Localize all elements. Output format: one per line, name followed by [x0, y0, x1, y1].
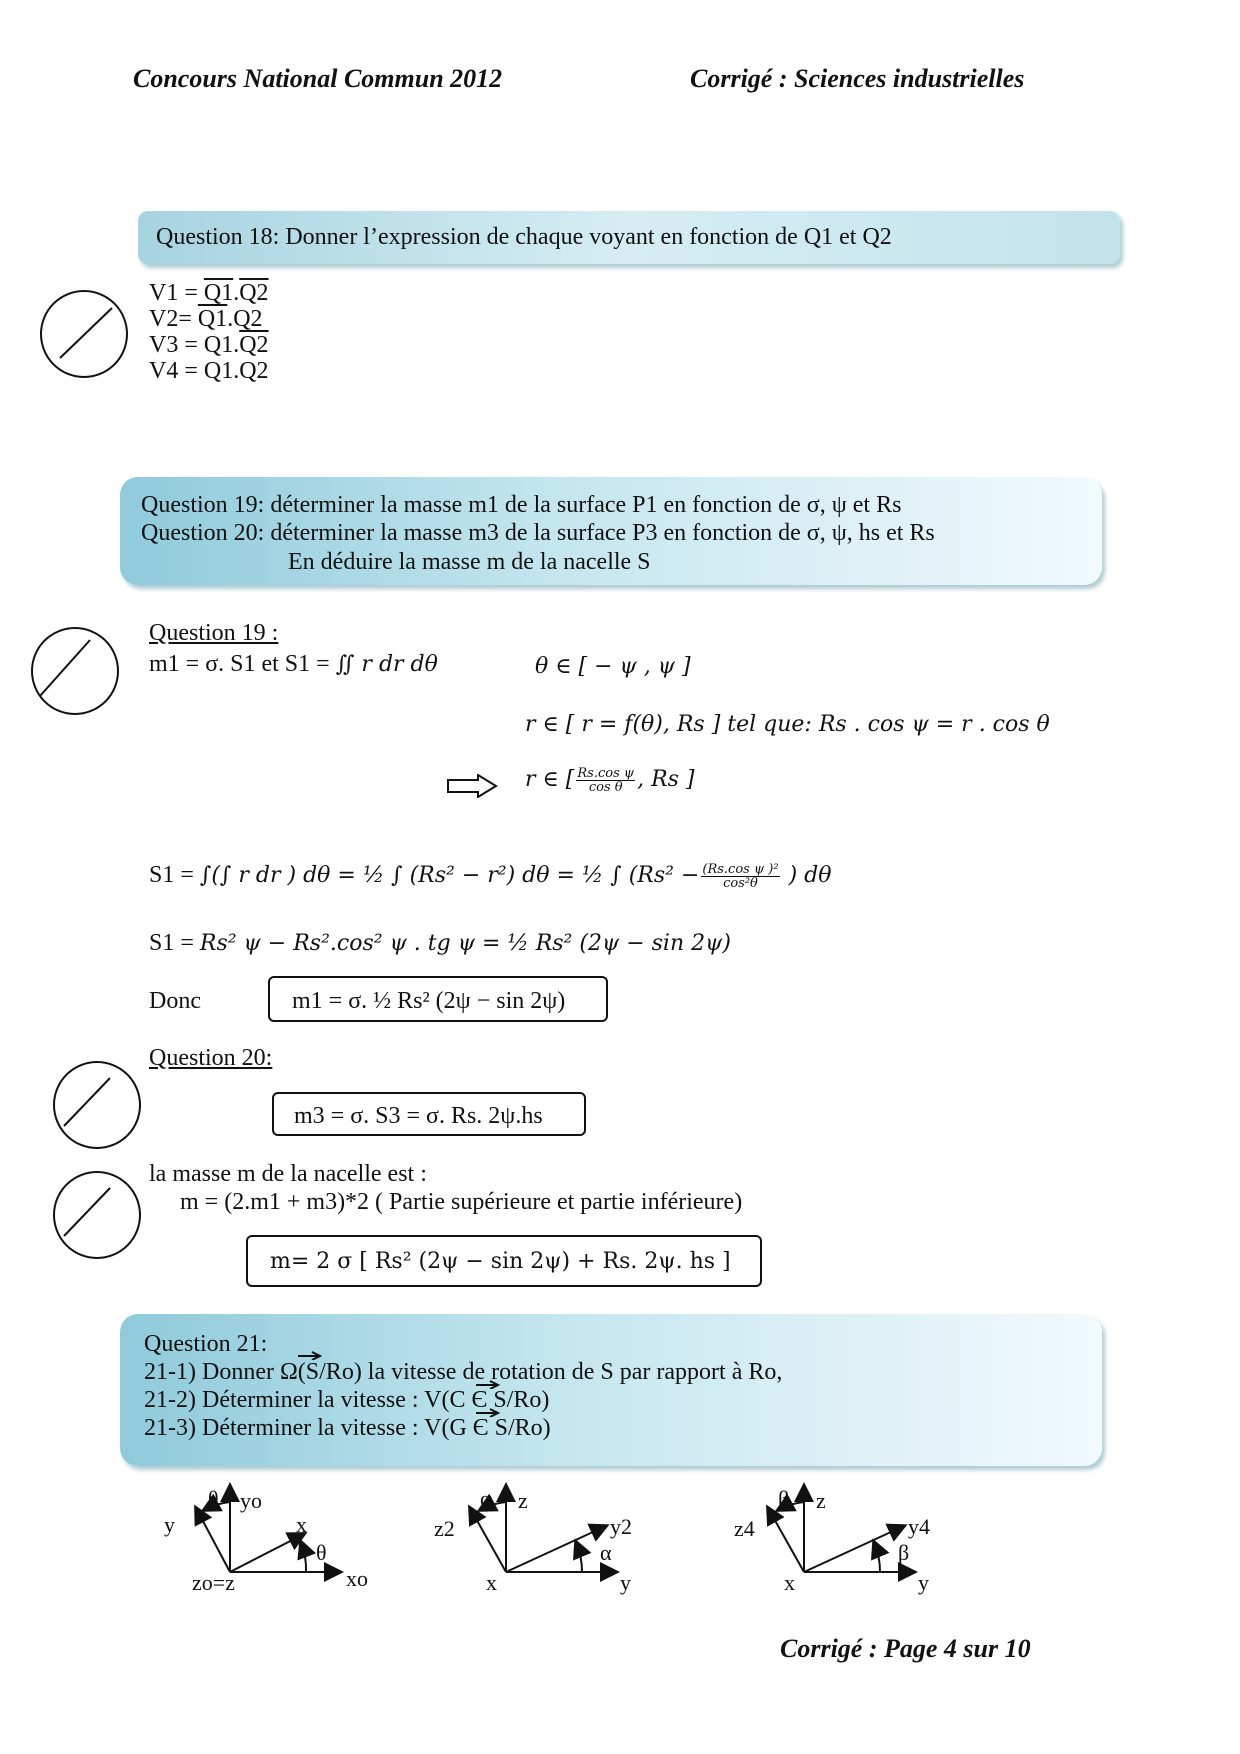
- svg-text:y: y: [918, 1570, 929, 1595]
- question-21-title: Question 21:: [144, 1331, 268, 1357]
- svg-text:y: y: [164, 1512, 175, 1537]
- header-right: Corrigé : Sciences industrielles: [690, 64, 1025, 93]
- svg-text:z: z: [518, 1488, 528, 1513]
- grading-circle-icon: [50, 1170, 144, 1260]
- rotation-diagram-beta: [728, 1478, 948, 1598]
- deduce-mass-prompt: En déduire la masse m de la nacelle S: [288, 549, 651, 575]
- answer-20-title: Question 20:: [149, 1045, 273, 1071]
- svg-text:zo=z: zo=z: [192, 1570, 235, 1595]
- r-range-condition: r ∈ [ r = f(θ), Rs ] tel que: Rs . cos ψ = r . cos θ: [525, 712, 1050, 737]
- svg-text:θ: θ: [208, 1486, 219, 1511]
- svg-text:x: x: [486, 1570, 497, 1595]
- svg-text:α: α: [600, 1540, 612, 1565]
- mass-intro: la masse m de la nacelle est :: [149, 1161, 427, 1187]
- question-18-prompt: Question 18: Donner l’expression de chaque voyant en fonction de Q1 et Q2: [156, 224, 892, 250]
- vector-arrow-icon: [474, 1379, 502, 1389]
- svg-text:θ: θ: [316, 1540, 327, 1565]
- mass-result: m= 2 σ [ Rs² (2ψ − sin 2ψ) + Rs. 2ψ. hs ]: [270, 1249, 731, 1274]
- v1-expression: V1 = Q1.Q2: [149, 280, 269, 306]
- svg-text:y4: y4: [908, 1514, 930, 1539]
- svg-text:z: z: [816, 1488, 826, 1513]
- svg-text:z2: z2: [434, 1516, 455, 1541]
- svg-text:xo: xo: [346, 1566, 368, 1591]
- svg-text:β: β: [898, 1540, 910, 1565]
- v2-expression: V2= Q1.Q2: [149, 306, 263, 332]
- donc-label: Donc: [149, 988, 201, 1014]
- implies-arrow-icon: [446, 774, 498, 798]
- m1-definition: m1 = σ. S1 et S1 = ∬ r dr dθ: [149, 651, 438, 677]
- svg-text:x: x: [296, 1512, 307, 1537]
- question-19-prompt: Question 19: déterminer la masse m1 de la surface P1 en fonction de σ, ψ et Rs: [141, 492, 902, 518]
- v3-expression: V3 = Q1.Q2: [149, 332, 269, 358]
- vector-arrow-icon: [474, 1407, 502, 1417]
- svg-text:z4: z4: [734, 1516, 755, 1541]
- s1-integral-line: S1 = ∫(∫ r dr ) dθ = ½ ∫ (Rs² − r²) dθ = ½ ∫ (Rs² − $\frac{\text{(Rs.cos ψ )²}}{\text{cos²θ}}$ ) dθ: [149, 861, 832, 891]
- answer-19-title: Question 19 :: [149, 620, 279, 646]
- svg-text:y: y: [620, 1570, 631, 1595]
- v4-expression: V4 = Q1.Q2: [149, 358, 269, 384]
- header-left: Concours National Commun 2012: [133, 64, 503, 93]
- svg-text:β: β: [778, 1486, 790, 1511]
- svg-text:y2: y2: [610, 1514, 632, 1539]
- grading-circle-icon: [50, 1060, 144, 1150]
- s1-simplified-line: S1 = Rs² ψ − Rs².cos² ψ . tg ψ = ½ Rs² (2ψ − sin 2ψ): [149, 930, 731, 956]
- question-21-2: 21-2) Déterminer la vitesse : V(C Є S/Ro): [144, 1387, 550, 1413]
- svg-text:yo: yo: [240, 1488, 262, 1513]
- grading-circle-icon: [38, 288, 130, 380]
- question-20-prompt: Question 20: déterminer la masse m3 de la surface P3 en fonction de σ, ψ, hs et Rs: [141, 520, 935, 546]
- rotation-diagram-theta: [150, 1478, 390, 1598]
- vector-arrow-icon: [296, 1350, 324, 1360]
- grading-circle-icon: [28, 626, 122, 716]
- svg-text:x: x: [784, 1570, 795, 1595]
- m3-result: m3 = σ. S3 = σ. Rs. 2ψ.hs: [294, 1103, 543, 1129]
- r-range-result: r ∈ [ $\frac{\text{Rs.cos ψ}}{\text{cos θ}}$ , Rs ]: [525, 765, 695, 795]
- page-footer: Corrigé : Page 4 sur 10: [780, 1634, 1031, 1663]
- question-21-1: 21-1) Donner Ω(S/Ro) la vitesse de rotation de S par rapport à Ro,: [144, 1359, 783, 1385]
- rotation-diagram-alpha: [430, 1478, 650, 1598]
- mass-formula: m = (2.m1 + m3)*2 ( Partie supérieure et partie inférieure): [180, 1189, 743, 1215]
- svg-text:α: α: [480, 1486, 492, 1511]
- m1-result: m1 = σ. ½ Rs² (2ψ − sin 2ψ): [292, 988, 566, 1014]
- theta-range: θ ∈ [ − ψ , ψ ]: [535, 654, 691, 679]
- question-21-3: 21-3) Déterminer la vitesse : V(G Є S/Ro): [144, 1415, 551, 1441]
